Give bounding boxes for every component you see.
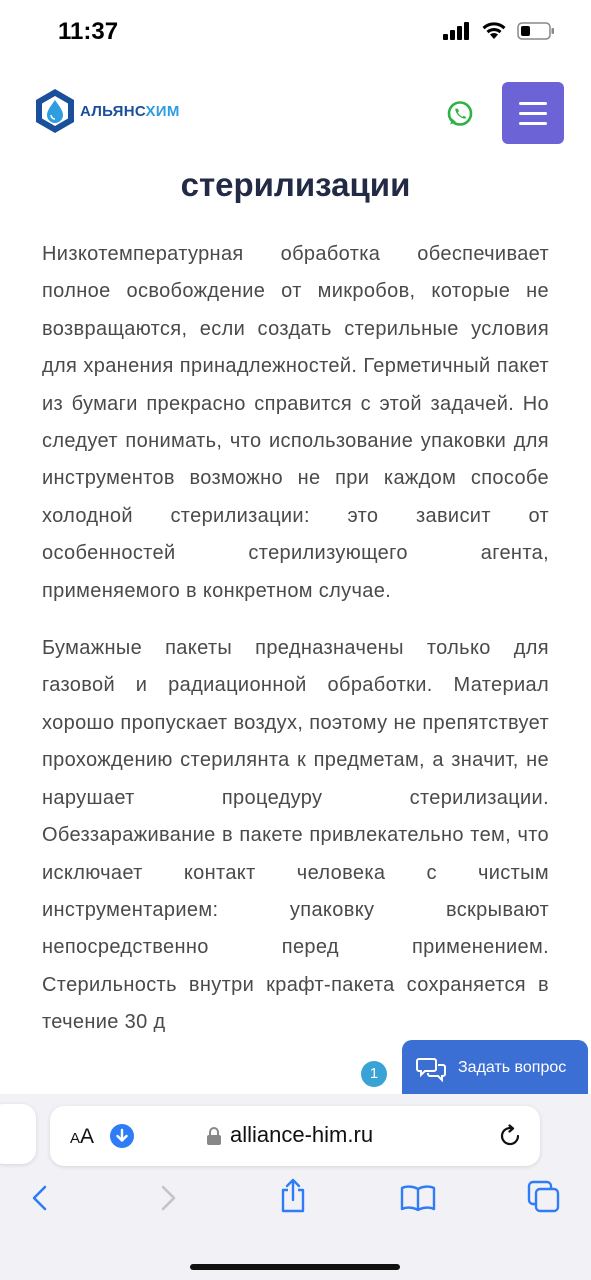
lock-icon	[206, 1126, 222, 1146]
status-time: 11:37	[58, 18, 119, 45]
site-header	[0, 74, 591, 154]
hamburger-menu-icon-line	[519, 122, 547, 125]
previous-tab-preview[interactable]	[0, 1104, 36, 1164]
text-size-button[interactable]: AA	[70, 1125, 95, 1148]
chat-bubbles-icon	[416, 1056, 446, 1082]
browser-toolbar	[0, 1184, 591, 1224]
logo-text-accent: ХИМ	[145, 102, 180, 120]
chat-badge: 1	[361, 1061, 387, 1087]
browser-chrome	[0, 1094, 591, 1280]
article-body	[42, 236, 549, 1062]
forward-icon[interactable]	[156, 1184, 180, 1212]
address-bar[interactable]	[50, 1106, 540, 1166]
ask-question-button[interactable]	[402, 1040, 588, 1096]
logo-drop-icon	[34, 88, 76, 134]
url-text: alliance-him.ru	[230, 1122, 374, 1147]
bookmarks-icon[interactable]	[400, 1184, 436, 1212]
article-paragraph: Бумажные пакеты предназначены только для газовой и радиационной обработки. Материал хорошо пропускает воздух, поэтому не препятствует прохождению стерилянта к предметам, а значит, не нарушает процедуру стерилизации. Обеззараживание в пакете привлекательно тем, что исключает контакт человека с чистым инструментарием: упаковку вскрывают непосредственно перед применением. Стерильность внутри крафт-пакета сохраняется в течение 30 д	[42, 637, 549, 1034]
status-icons	[443, 22, 555, 40]
article-heading: стерилизации	[180, 166, 411, 203]
back-icon[interactable]	[28, 1184, 52, 1212]
logo-text-main: АЛЬЯНС	[80, 102, 146, 120]
site-logo[interactable]	[34, 88, 180, 134]
menu-button[interactable]	[502, 82, 564, 144]
status-bar	[0, 0, 591, 68]
hamburger-menu-icon	[519, 102, 547, 105]
whatsapp-icon[interactable]	[446, 100, 474, 128]
logo-text	[80, 103, 180, 120]
download-icon[interactable]	[110, 1124, 134, 1148]
ask-question-label: Задать вопрос	[458, 1059, 567, 1076]
signal-icon	[443, 22, 471, 40]
article-paragraph: Низкотемпературная обработка обеспечивает полное освобождение от микробов, которые не возвращаются, если создать стерильные условия для хранения принадлежностей. Герметичный пакет из бумаги прекрасно справится с этой задачей. Но следует понимать, что использование упаковки для инструментов возможно не при каждом способе холодной стерилизации: это зависит от особенностей стерилизующего агента, применяемого в конкретном случае.	[42, 243, 549, 602]
tabs-icon[interactable]	[527, 1180, 561, 1214]
wifi-icon	[481, 22, 507, 40]
share-icon[interactable]	[278, 1178, 308, 1214]
hamburger-menu-icon-line	[519, 112, 547, 115]
home-indicator	[190, 1264, 400, 1270]
battery-icon	[517, 22, 555, 40]
reload-icon[interactable]	[498, 1124, 522, 1148]
